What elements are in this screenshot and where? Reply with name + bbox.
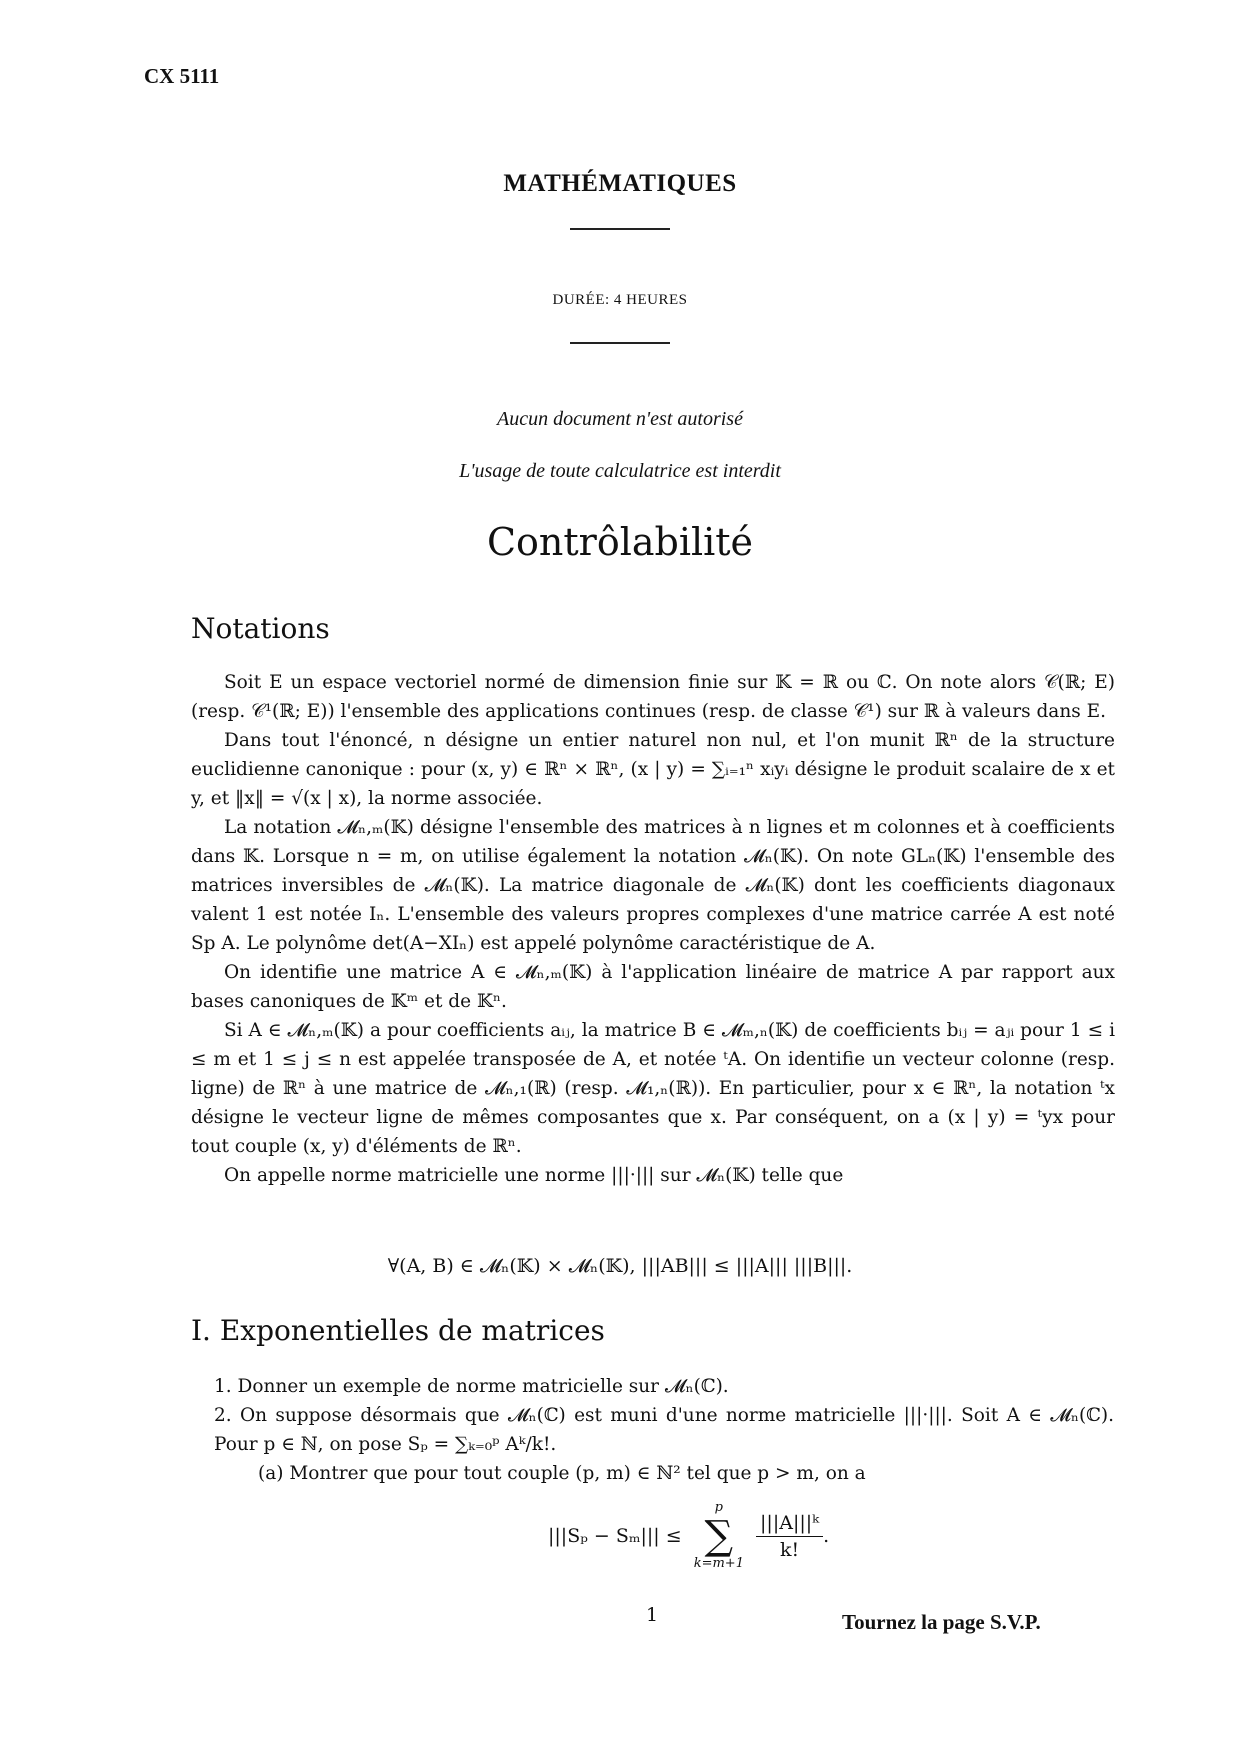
notations-paragraph: On appelle norme matricielle une norme |||·||| sur 𝓜ₙ(𝕂) telle que — [224, 1165, 844, 1186]
notations-heading: Notations — [191, 612, 330, 645]
fraction-denominator: k! — [779, 1538, 800, 1561]
question-2a: (a) Montrer que pour tout couple (p, m) ∈ ℕ² tel que p > m, on a — [258, 1463, 866, 1484]
page-number: 1 — [646, 1604, 659, 1626]
section1-heading: I. Exponentielles de matrices — [191, 1314, 605, 1347]
sum-symbol — [694, 1500, 744, 1572]
notice-calculator: L'usage de toute calculatrice est interdit — [459, 460, 781, 482]
fraction-numerator: |||A|||ᵏ — [756, 1510, 823, 1537]
sum-upper-limit: p — [714, 1500, 723, 1515]
divider-bottom — [570, 342, 670, 344]
divider-top — [570, 228, 670, 230]
inequality-lhs: |||Sₚ − Sₘ||| ≤ — [548, 1525, 682, 1547]
page-title: Contrôlabilité — [486, 520, 754, 564]
question-1: 1. Donner un exemple de norme matricielle sur 𝓜ₙ(ℂ). — [214, 1376, 729, 1397]
notice-documents: Aucun document n'est autorisé — [497, 408, 743, 430]
question-2: 2. On suppose désormais que 𝓜ₙ(ℂ) est muni d'une norme matricielle |||·|||. Soit A ∈ 𝓜ₙ(ℂ). Pour p ∈ ℕ, on pose Sₚ = ∑ₖ₌₀ᵖ Aᵏ/k!. — [214, 1405, 1114, 1455]
exam-code: CX 5111 — [144, 64, 220, 88]
notations-paragraph: La notation 𝓜ₙ,ₘ(𝕂) désigne l'ensemble des matrices à n lignes et m colonnes et à coefficients dans 𝕂. Lorsque n = m, on utilise également la notation 𝓜ₙ(𝕂). On note GLₙ(𝕂) l'ensemble des matrices inversibles de 𝓜ₙ(𝕂). La matrice diagonale de 𝓜ₙ(𝕂) dont les coefficients diagonaux valent 1 est notée Iₙ. L'ensemble des valeurs propres complexes d'une matrice carrée A est noté Sp A. Le polynôme det(A−XIₙ) est appelé polynôme caractéristique de A. — [191, 817, 1115, 954]
notations-paragraph: Soit E un espace vectoriel normé de dimension finie sur 𝕂 = ℝ ou ℂ. On note alors 𝒞(ℝ; E) (resp. 𝒞¹(ℝ; E)) l'ensemble des applications continues (resp. de classe 𝒞¹) sur ℝ à valeurs dans E. — [191, 672, 1115, 722]
notations-paragraph: Dans tout l'énoncé, n désigne un entier naturel non nul, et l'on munit ℝⁿ de la structure euclidienne canonique : pour (x, y) ∈ ℝⁿ × ℝⁿ, (x | y) = ∑ᵢ₌₁ⁿ xᵢyᵢ désigne le produit scalaire de x et y, et ‖x‖ = √(x | x), la norme associée. — [191, 730, 1115, 809]
subject-heading: MATHÉMATIQUES — [503, 170, 737, 197]
partial-sum-inequality: |||Sₚ − Sₘ||| ≤ p ∑ k=m+1 $\frac{\text{|||A|||ᵏ}}{k!}$ . — [548, 1500, 830, 1571]
sum-lower-limit: k=m+1 — [693, 1556, 744, 1571]
turn-page-note: Tournez la page S.V.P. — [842, 1610, 1041, 1634]
sigma-icon: ∑ — [704, 1513, 734, 1559]
section1-questions — [214, 1372, 1114, 1488]
notations-body — [191, 668, 1115, 1190]
notations-paragraph: Si A ∈ 𝓜ₙ,ₘ(𝕂) a pour coefficients aᵢⱼ, la matrice B ∈ 𝓜ₘ,ₙ(𝕂) de coefficients bᵢⱼ = aⱼᵢ pour 1 ≤ i ≤ m et 1 ≤ j ≤ n est appelée transposée de A, et notée ᵗA. On identifie un vecteur colonne (resp. ligne) de ℝⁿ à une matrice de 𝓜ₙ,₁(ℝ) (resp. 𝓜₁,ₙ(ℝ)). En particulier, pour x ∈ ℝⁿ, la notation ᵗx désigne le vecteur ligne de mêmes composantes que x. Par conséquent, on a (x | y) = ᵗyx pour tout couple (x, y) d'éléments de ℝⁿ. — [191, 1020, 1116, 1157]
notations-paragraph: On identifie une matrice A ∈ 𝓜ₙ,ₘ(𝕂) à l'application linéaire de matrice A par rapport aux bases canoniques de 𝕂ᵐ et de 𝕂ⁿ. — [191, 962, 1115, 1012]
exam-duration: DURÉE: 4 HEURES — [552, 292, 688, 308]
matrix-norm-display: ∀(A, B) ∈ 𝓜ₙ(𝕂) × 𝓜ₙ(𝕂), |||AB||| ≤ |||A||| |||B|||. — [387, 1255, 853, 1277]
sum-term-fraction — [756, 1510, 823, 1563]
